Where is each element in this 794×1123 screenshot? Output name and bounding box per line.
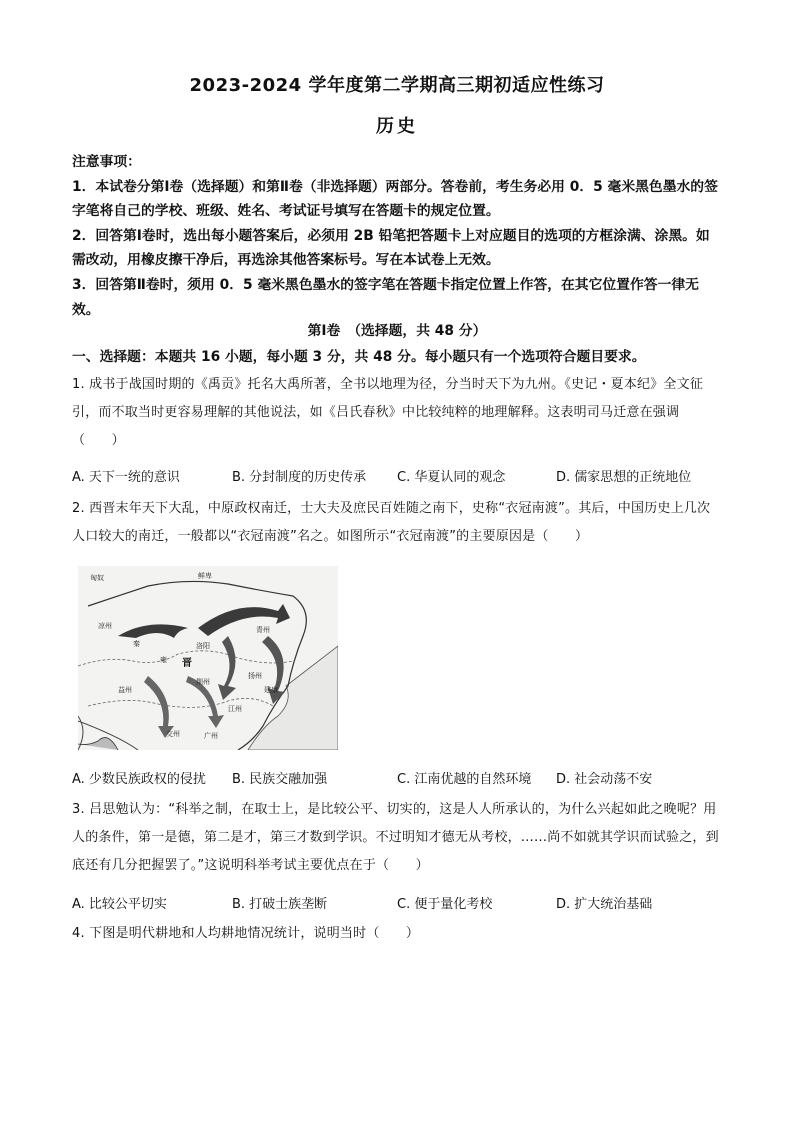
option-b[interactable]: B. 分封制度的历史传承 <box>232 470 367 485</box>
migration-map <box>78 566 338 750</box>
question-stem: 3. 吕思勉认为：“科举之制，在取士上，是比较公平、切实的，这是人人所承认的，为什么兴起如此之晚呢？用人的条件，第一是德，第二是才，第三才数到学识。不过明知才德无从考校，……尚不如就其学识而试验之，到底还有几分把握罢了。”这说明科举考试主要优点在于（ ） <box>72 802 719 873</box>
notes-block <box>72 150 722 322</box>
option-b[interactable]: B. 打破士族垄断 <box>232 897 328 912</box>
question-3 <box>72 796 722 880</box>
option-a[interactable]: A. 天下一统的意识 <box>72 470 180 485</box>
section-title: 第Ⅰ卷 （选择题，共 48 分） <box>307 323 487 339</box>
option-c[interactable]: C. 江南优越的自然环境 <box>397 772 532 787</box>
option-b[interactable]: B. 民族交融加强 <box>232 772 328 787</box>
map-label: 凉州 <box>98 622 112 630</box>
option-d[interactable]: D. 儒家思想的正统地位 <box>556 470 692 485</box>
map-label: 江州 <box>228 705 242 713</box>
subject-title: 历史 <box>376 116 418 137</box>
question-stem: 4. 下图是明代耕地和人均耕地情况统计，说明当时（ ） <box>72 926 420 941</box>
option-c[interactable]: C. 便于量化考校 <box>397 897 493 912</box>
map-label: 洛阳 <box>196 642 210 650</box>
option-d[interactable]: D. 社会动荡不安 <box>556 772 653 787</box>
question-stem: 1. 成书于战国时期的《禹贡》托名大禹所著，全书以地理为径，分当时天下为九州。《史记・夏本纪》全文征引，而不取当时更容易理解的其他说法，如《吕氏春秋》中比较纯粹的地理解释。这表明司马迁意在强调（ ） <box>72 377 704 448</box>
exam-title: 2023-2024 学年度第二学期高三期初适应性练习 <box>189 75 605 96</box>
note-item: 2．回答第Ⅰ卷时，选出每小题答案后，必须用 2B 铅笔把答题卡上对应题目的选项的方框涂满、涂黑。如需改动，用橡皮擦干净后，再选涂其他答案标号。写在本试卷上无效。 <box>72 227 710 269</box>
question-1-options <box>72 466 722 490</box>
question-stem: 2. 西晋末年天下大乱，中原政权南迁，士大夫及庶民百姓随之南下，史称“衣冠南渡”。其后，中国历史上几次人口较大的南迁，一般都以“衣冠南渡”名之。如图所示“衣冠南渡”的主要原因是（ ） <box>72 501 711 544</box>
map-label: 建康 <box>264 686 278 694</box>
option-a[interactable]: A. 少数民族政权的侵扰 <box>72 772 206 787</box>
map-label: 青州 <box>256 626 270 634</box>
question-1 <box>72 371 722 455</box>
option-a[interactable]: A. 比较公平切实 <box>72 897 167 912</box>
notes-heading: 注意事项： <box>72 154 141 170</box>
note-item: 3．回答第Ⅱ卷时，须用 0．5 毫米黑色墨水的签字笔在答题卡指定位置上作答，在其它位置作答一律无效。 <box>72 276 699 318</box>
map-label: 秦 <box>133 640 140 648</box>
option-d[interactable]: D. 扩大统治基础 <box>556 897 653 912</box>
question-3-options <box>72 893 722 917</box>
note-item: 1．本试卷分第Ⅰ卷（选择题）和第Ⅱ卷（非选择题）两部分。答卷前，考生务必用 0．5 毫米黑色墨水的签字笔将自己的学校、班级、姓名、考试证号填写在答题卡的规定位置。 <box>72 178 718 220</box>
map-label: 扬州 <box>248 672 262 680</box>
map-label: 雍 <box>160 656 167 664</box>
map-label: 荆州 <box>196 678 210 686</box>
section-instruction: 一、选择题：本题共 16 小题，每小题 3 分，共 48 分。每小题只有一个选项符合题目要求。 <box>72 349 646 365</box>
map-label: 广州 <box>204 732 218 740</box>
map-label: 鲜卑 <box>198 572 212 580</box>
map-label: 匈奴 <box>90 574 104 582</box>
map-label-large: 晋 <box>182 658 192 669</box>
question-4 <box>72 920 722 948</box>
question-2 <box>72 495 722 551</box>
map-label: 交州 <box>166 730 180 738</box>
map-label: 益州 <box>118 686 132 694</box>
option-c[interactable]: C. 华夏认同的观念 <box>397 470 506 485</box>
question-2-options <box>72 768 722 792</box>
